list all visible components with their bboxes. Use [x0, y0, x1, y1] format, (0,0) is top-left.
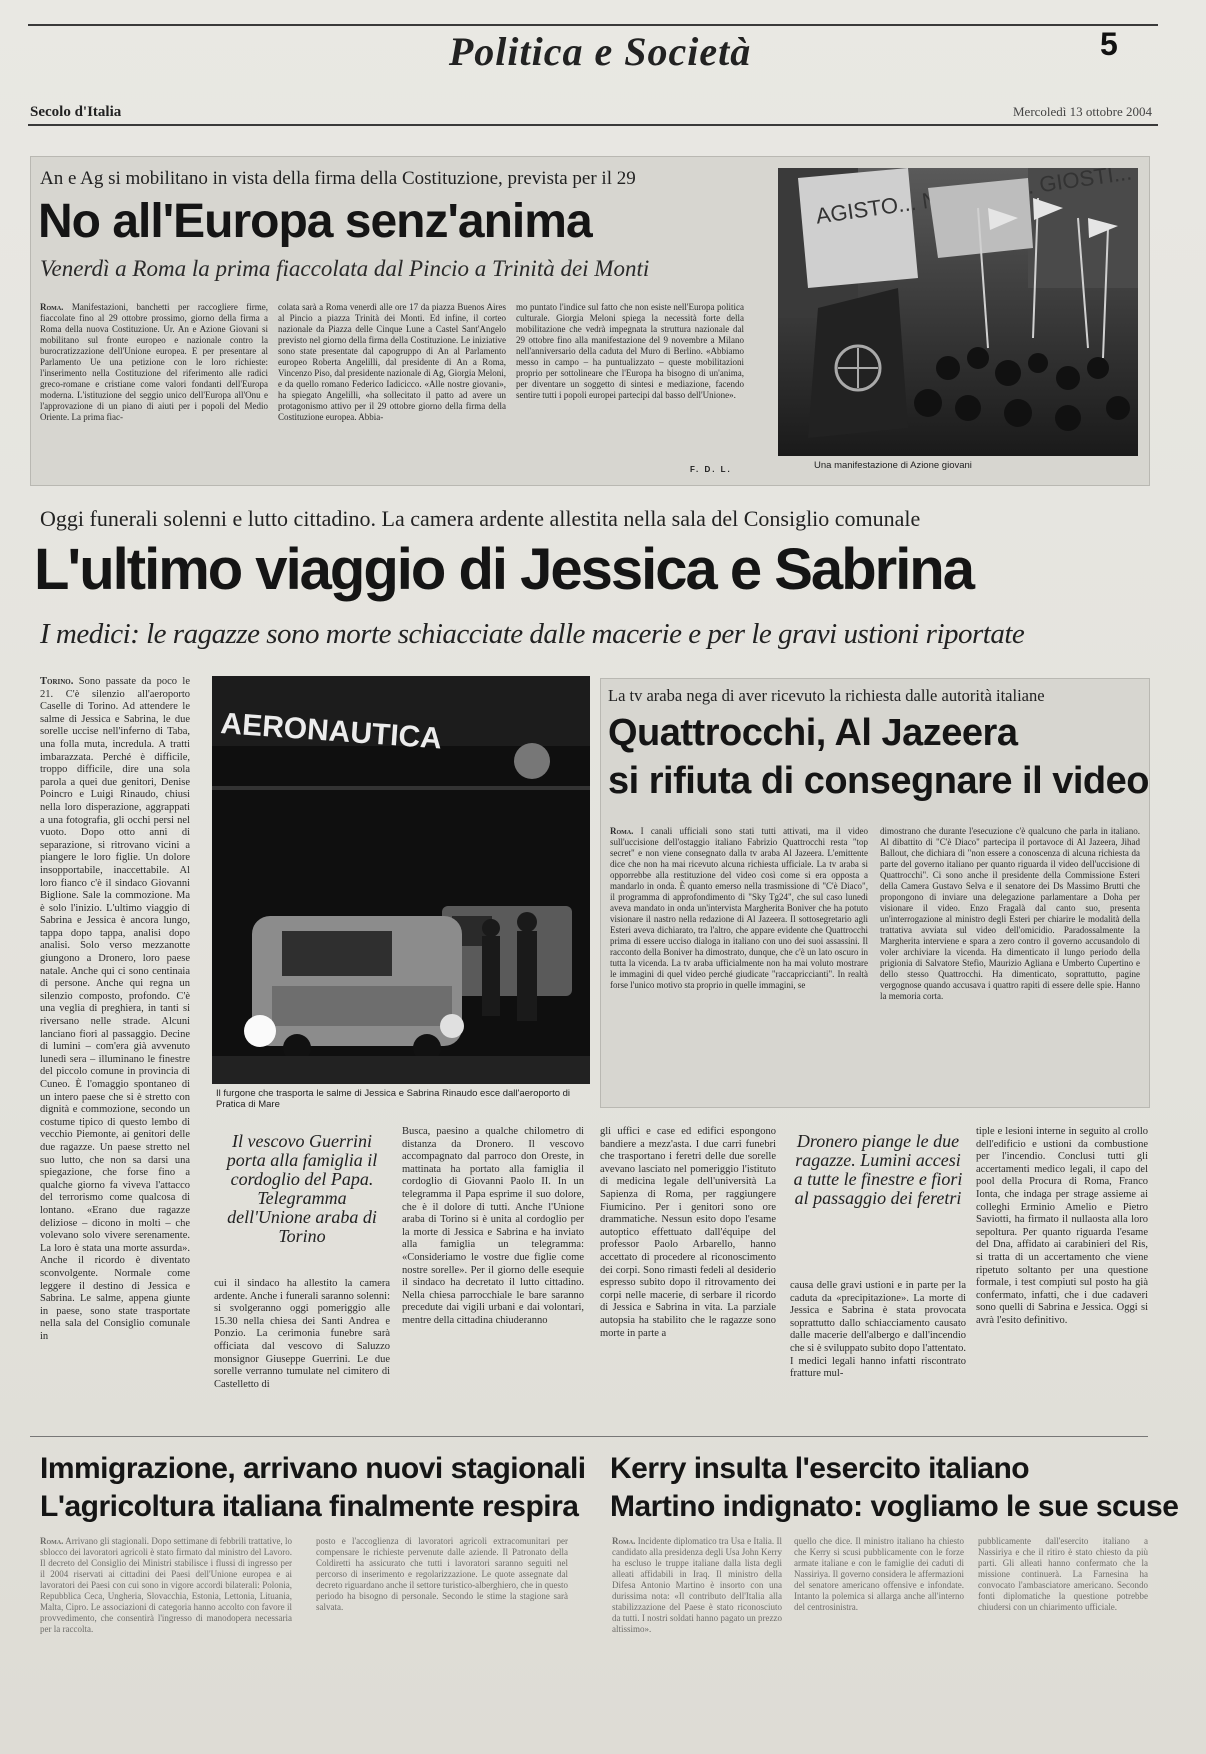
jessica-photo — [212, 676, 590, 1084]
immigrazione-headline-line-1: Immigrazione, arrivano nuovi stagionali — [40, 1452, 586, 1485]
body-text: I canali ufficiali sono stati tutti attivati, ma il video sull'uccisione dell'ostaggio italiano Fabrizio Quattrocchi resta "top secret" e non viene consegnato dalla tv araba Al Jazeera. L'emittente dice che non ha mai ricevuto alcuna richiesta ufficiale. La tv araba si opporrebbe alla restituzione del video così come si era opposta a mandarlo in onda. È quanto emerso nella trasmissione di "C'è Diaco", il programma di approfondimento di "Sky Tg24", che sul caso lunedì aveva mandato in onda un'intervista Margherita Boniver che ha potuto visionare il nastro nella redazione di Al Jazeera. Il sottosegretario agli Esteri aveva dichiarato, tra l'altro, che appare evidente che Quattrocchi prima di essere ucciso dialoga in italiano con uno dei suoi assassini. Il racconto della Boniver ha dimostrato, dunque, che c'è un lato oscuro in tutta la vicenda. La tv araba ufficialmente non ha mai voluto mostrare le immagini di quel video perché giudicate "raccapriccianti". In realtà forse l'unico motivo sta proprio in quelle immagini, se — [610, 826, 868, 990]
jessica-col-e: tiple e lesioni interne in seguito al crollo dell'edificio e ustioni da combustione per l'incendio. Conclusi tutti gli accertamenti medico legali, il capo del pool della Procura di Roma, Franco Ionta, che indaga per strage assieme ai colleghi Erminio Amelio e Pietro Saviotti, ha firmato il nullaosta alla loro sepoltura. Per quanto riguarda l'esame del Dna, affidato ai carabinieri del Ris, si tratta di un accertamento che viene ripetuto soltanto per una questione formale, i test compiuti sul posto ha già confermato, infatti, che i due cadaveri sono quelli di Sabrina e Jessica. Oggi si avrà l'esito definitivo. — [976, 1126, 1148, 1326]
quattrocchi-headline-line-1: Quattrocchi, Al Jazeera — [608, 712, 1018, 754]
quattrocchi-kicker: La tv araba nega di aver ricevuto la richiesta dalle autorità italiane — [608, 686, 1045, 705]
jessica-col-1 — [40, 676, 190, 1416]
europe-deck: Venerdì a Roma la prima fiaccolata dal Pincio a Trinità dei Monti — [40, 256, 650, 281]
dateline: Roma. — [610, 826, 634, 836]
quattrocchi-headline-line-2: si rifiuta di consegnare il video — [608, 760, 1149, 802]
quattrocchi-col-2: dimostrano che durante l'esecuzione c'è qualcuno che parla in italiano. Al dibattito di "C'è Diaco" partecipa il portavoce di Al Jazeera, Jihad Ballout, che dichiara di "non essere a conoscenza di alcuna richiesta da parte del governo italiano per quanto riguarda il video dell'uccisione di Quattrocchi". Ci sono anche il presidente della Commissione Esteri della Camera Gustavo Selva e il senatore dei Ds Massimo Brutti che propongono di inviare una delegazione parlamentare a Doha per visionare il video. Enzo Fragalà dal canto suo, presenta un'interrogazione al ministro degli Esteri per chiarire le modalità della trattativa avviata sul video dell'omicidio. Paradossalmente la Margherita interviene e spara a zero contro il governo accusandolo di voler archiviare la vicenda. Ha dimenticato il lungo periodo della prigionia di Salvatore Stefio, Maurizio Agliana e Umberto Cupertino e dello stesso Quattrocchi. Ha dimenticato, soprattutto, pagine vergognose quando accusava i quattro rapiti di essere delle spie. Hanno la memoria corta. — [880, 826, 1140, 1001]
immigrazione-headline-line-2: L'agricoltura italiana finalmente respira — [40, 1490, 579, 1523]
europe-photo-caption: Una manifestazione di Azione giovani — [814, 460, 972, 471]
immigrazione-col-1 — [40, 1536, 292, 1726]
quattrocchi-col-1 — [610, 826, 868, 1098]
jessica-col-b: Busca, paesino a qualche chilometro di distanza da Dronero. Il vescovo accompagnato dal parroco don Oreste, in mattinata ha portato alla famiglia il cordoglio di Giovanni Paolo II. In un telegramma il Papa esprime il suo dolore, che è il dolore di tutti. Anche l'Unione araba di Torino si è unita al cordoglio per la morte di Jessica e Sabrina e ha inviato alla famiglia un telegramma: «Consideriamo le vostre due figlie come nostre sorelle». Per il giorno delle esequie il sindaco ha decretato il lutto cittadino. Nella chiesa parrocchiale le bare saranno precedute dai vigili urbani e dai volontari, mentre della cittadina chiuderanno — [402, 1126, 584, 1326]
section-divider — [30, 1436, 1148, 1437]
page-number: 5 — [1100, 26, 1118, 62]
europe-signature: F. D. L. — [690, 465, 732, 474]
jessica-deck: I medici: le ragazze sono morte schiacciate dalle macerie e per le gravi ustioni riportate — [40, 618, 1025, 650]
jessica-col-d: causa delle gravi ustioni e in parte per la caduta da «precipitazione». La morte di Jessica e Sabrina è stata provocata soprattutto dallo schiacciamento causato dalle macerie dell'albergo e dall'incendio che si è sviluppato subito dopo l'attentato. I medici legali hanno infatti riscontrato fratture mul- — [790, 1280, 966, 1380]
dateline: Roma. — [612, 1536, 636, 1546]
paper-name: Secolo d'Italia — [30, 104, 122, 120]
europe-kicker: An e Ag si mobilitano in vista della firma della Costituzione, prevista per il 29 — [40, 168, 636, 189]
kerry-col-1 — [612, 1536, 782, 1726]
europe-col-3: mo puntato l'indice sul fatto che non esiste nell'Europa politica culturale. Giorgia Meloni spiega la necessità forte della mobilitazione che vedrà impegnata la struttura nazionale dal 29 ottobre fino alla manifestazione del 9 novembre a Milano nell'anniversario della caduta del Muro di Berlino. «Abbiamo messo in campo – ha puntualizzato – queste mobilitazioni proprio per sottolineare che l'Europa ha bisogno di un'anima, per diventare un soggetto di sintesi e mediazione, facendo sentire tutti i popoli europei partecipi dal basso dell'Unione». — [516, 302, 744, 400]
kerry-col-3: pubblicamente dall'esercito italiano a Nassiriya e che il ritiro è stato chiesto da più parti. Gli alleati hanno confermato che la missione continuerà. La Farnesina ha convocato l'ambasciatore americano. Secondo fonti diplomatiche la questione potrebbe chiudersi con un chiarimento ufficiale. — [978, 1536, 1148, 1612]
masthead-top-rule — [28, 24, 1158, 26]
aeronautica-sign: AERONAUTICA — [219, 707, 443, 756]
demonstration-photo-image — [778, 168, 1138, 456]
jessica-col-a: cui il sindaco ha allestito la camera ardente. Anche i funerali saranno solenni: si svolgeranno oggi pomeriggio alle 15.30 nella chiesa dei Santi Andrea e Ponzio. La cerimonia funebre sarà officiata dal vescovo di Saluzzo monsignor Giuseppe Guerrini. Le due sorelle verranno tumulate nel cimitero di Castelletto di — [214, 1278, 390, 1390]
europe-col-2: colata sarà a Roma venerdì alle ore 17 da piazza Buenos Aires al Pincio a piazza Trinità dei Monti. Ed infine, il corteo nazionale da Piazza delle Cinque Lune a Castel Sant'Angelo previsto nel giorno della firma della Costituzione. Le iniziative sono state presentate dal capogruppo di An al Parlamento europeo Roberta Angelilli, dal presidente di An a Roma, Vincenzo Piso, dal presidente nazionale di Ag, Giorgia Meloni, e da quello romano Federico Iadicicco. «Alle nostre giovani», ha spiegato Angelilli, «ha sollecitato il patto ad avere un protagonismo attivo per il 29 ottobre giorno della firma della Costituzione europea. Abbia- — [278, 302, 506, 422]
section-title: Politica e Società — [448, 29, 752, 74]
banner-text: AGISTO... GIOSTI... — [814, 168, 1134, 229]
dateline: Roma. — [40, 1536, 64, 1546]
hearse-photo-image — [212, 676, 590, 1084]
body-text: Incidente diplomatico tra Usa e Italia. Il candidato alla presidenza degli Usa John Kerry ha escluso le truppe italiane dalla lista degli alleati affidabili in Iraq. Il ministro della Difesa Antonio Martino è insorto con una durissima nota: «Il contributo dell'Italia alla stabilizzazione del Paese è stato riconosciuto da tutti. I nostri soldati hanno pagato un prezzo altissimo». — [612, 1536, 782, 1634]
immigrazione-col-2: posto e l'accoglienza di lavoratori agricoli extracomunitari per compensare le richieste pervenute dalle aziende. Il Patronato della Coldiretti ha assicurato che tutti i lavoratori saranno seguiti nel percorso di inserimento e regolarizzazione. Le quote assegnate dal decreto riguardano anche il settore turistico-alberghiero, che in questo periodo ha bisogno di personale. Secondo le stime la stagione sarà salvata. — [316, 1536, 568, 1612]
pull-quote-vescovo: Il vescovo Guerrini porta alla famiglia il cordoglio del Papa. Telegramma dell'Unione araba di Torino — [226, 1131, 378, 1246]
dateline: Roma. — [40, 302, 64, 312]
kerry-col-2: quello che dice. Il ministro italiano ha chiesto che Kerry si scusi pubblicamente con le forze armate italiane e con le famiglie dei caduti di Nassiriya. Il governo considera le affermazioni del senatore americano offensive e infondate. Intanto la polemica si allarga anche all'interno del centrosinistra. — [794, 1536, 964, 1612]
masthead-bottom-rule — [28, 124, 1158, 126]
jessica-kicker: Oggi funerali solenni e lutto cittadino. La camera ardente allestita nella sala del Consiglio comunale — [40, 506, 921, 531]
jessica-headline: L'ultimo viaggio di Jessica e Sabrina — [34, 537, 973, 602]
body-text: Sono passate da poco le 21. C'è silenzio all'aeroporto Caselle di Torino. Ad attendere le salme di Jessica e Sabrina, le due sorelle uccise nell'inferno di Taba, una folla muta, incredula. A tratti imbarazzata. Perché è difficile, troppo difficile, dire una sola parola a quei due genitori, Denise Poincro e Luigi Rinaudo, chiusi nella loro disperazione, aggrappati a una fotografia, gli occhi persi nel vuoto. Dopo otto anni di separazione, si ritrovano vicini a piangere le loro figlie. Un dolore insopportabile, inaccettabile. Al loro fianco c'è il sindaco Giovanni Biglione. Sale la commozione. Ma è solo l'inizio. L'ultimo viaggio di Sabrina e Jessica è ancora lungo, tappa dopo tappa, analisi dopo analisi. Solo verso mezzanotte giungono a Dronero, loro paese natale. Anche qui ci sono centinaia di persone. Anche qui regna un silenzio composto, profondo. C'è una veglia di preghiera, in tanti si riversano nelle strade. Alcuni lanciano fiori al passaggio. Decine di lumini – com'era già avvenuto lunedì sera – illuminano le finestre del piccolo comune in provincia di Cuneo. È l'omaggio spontaneo di un intero paese che si è stretto con dignità e commozione, secondo un costume tipico di questo lembo di vecchio Piemonte, ai genitori delle due ragazze. Un paese stretto nel suo lutto, che non sa darsi una spiegazione, che forse fino a qualche giorno fa viveva l'attacco del terrorismo come qualcosa di lontano. «Erano due ragazze deliziose – dicono in molti – che volevano solo vivere serenamente. La loro è stata una morte assurda». Anche il ricordo è diventato sconvolgente. Normale come leggere il destino di Jessica e Sabrina. Le salme, appena giunte in paese, sono state trasportate nella sala del Consiglio comunale in — [40, 676, 190, 1342]
europe-photo — [778, 168, 1138, 456]
body-text: Arrivano gli stagionali. Dopo settimane di febbrili trattative, lo sblocco dei lavoratori agricoli è stato firmato dal ministro del Lavoro. Il decreto del Consiglio dei Ministri stabilisce i flussi di ingresso per il 2004 riservati ai cittadini dei Paesi dell'Unione europea e ai lavoratori dei Paesi con cui sono in vigore accordi bilaterali: Polonia, Repubblica Ceca, Ungheria, Slovacchia, Estonia, Lettonia, Lituania, Malta, Cipro. Le associazioni di categoria hanno accolto con favore il provvedimento, che consentirà l'ingresso di manodopera necessaria per la raccolta. — [40, 1536, 292, 1634]
europe-col-1 — [40, 302, 268, 478]
kerry-headline-line-1: Kerry insulta l'esercito italiano — [610, 1452, 1030, 1485]
dateline: Torino. — [40, 676, 74, 687]
jessica-photo-caption: Il furgone che trasporta le salme di Jessica e Sabrina Rinaudo esce dall'aeroporto di Pratica di Mare — [216, 1088, 571, 1110]
kerry-headline-line-2: Martino indignato: vogliamo le sue scuse — [610, 1490, 1179, 1523]
issue-date: Mercoledì 13 ottobre 2004 — [1013, 104, 1152, 119]
europe-headline: No all'Europa senz'anima — [38, 195, 592, 248]
body-text: Manifestazioni, banchetti per raccogliere firme, fiaccolate fino al 29 ottobre prossimo, giorno della firma a Roma della nuova Costituzione. Ur. An e Azione Giovani si mobilitano sul fronte europeo e nazionale contro la burocratizzazione dell'Unione europea. E per presentare al Parlamento Ue una petizione con le loro richieste: l'inserimento nella Costituzione del riferimento alle radici greco-romane e cristiane come valori fondanti dell'Europa moderna. L'istituzione del seggio unico dell'Europa all'Onu e l'approvazione di un piano di aiuti per i popoli del Medio Oriente. La prima fiac- — [40, 302, 268, 422]
jessica-col-c: gli uffici e case ed edifici espongono bandiere a mezz'asta. I due carri funebri che trasportano i feretri delle due sorelle avevano lasciato nel pomeriggio l'istituto di medicina legale dell'università La Sapienza di Roma, per raggiungere Fiumicino. Per i genitori sono ore drammatiche. Nessun esito dopo l'esame autoptico effettuato dall'équipe del professor Paolo Arbarello, hanno accettato di procedere al riconoscimento dei corpi. Sono rimasti fedeli al desiderio espresso subito dopo il ritrovamento dei corpi nelle macerie, di serbare il ricordo di Jessica e Sabrina in vita. La parziale autopsia ha stabilito che le ragazze sono morte in parte a — [600, 1126, 776, 1339]
pull-quote-dronero: Dronero piange le due ragazze. Lumini accesi a tutte le finestre e fiori al passaggio dei feretri — [793, 1131, 963, 1208]
